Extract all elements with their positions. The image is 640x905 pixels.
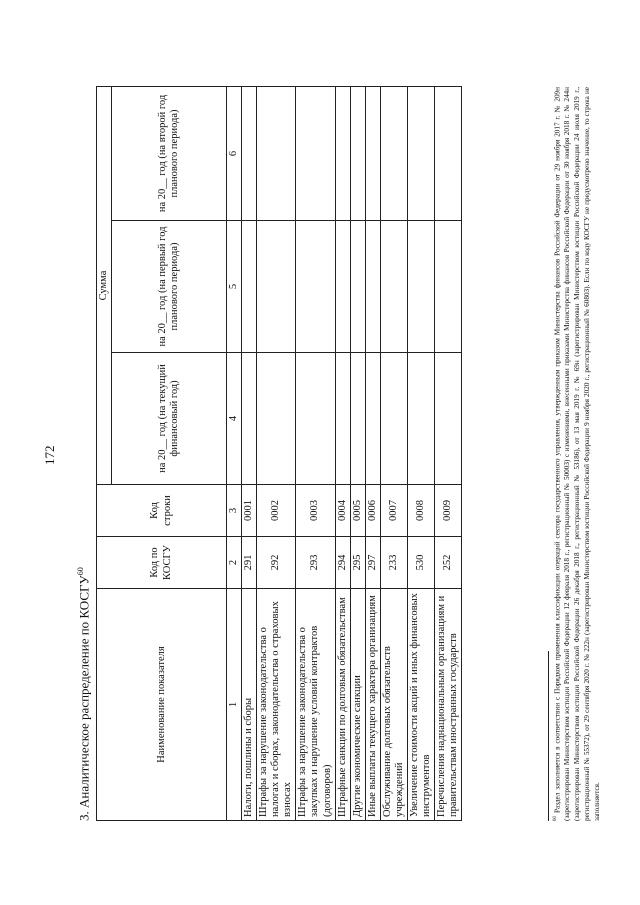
footnote-marker: 60 <box>553 816 558 821</box>
header-sum: Сумма <box>97 86 112 484</box>
row-value-first-cell <box>296 221 335 353</box>
row-code-cell: 0006 <box>365 485 380 537</box>
row-value-current-cell <box>296 353 335 485</box>
footnote-text: Раздел заполняется в соответствии с Порядком применения классификации операций сектора государственного управления, утвержденным приказом Министерства финансов Российской Федерации от 29 ноября 2017 г. № 209н (зарегистрирован Министерством юстиции Российской Федерации 12 февраля 2018 г., регистрационный № 50003) с изменениями, внесенными приказами Министерства финансов Российской Федерации от 30 ноября 2018 г. № 244н (зарегистрирован Министерством юстиции Российской Федерации 26 декабря 2018 г., регистрационный № 53186), от 13 мая 2019 г. № 69н (зарегистрирован Министерством юстиции Российской Федерации 24 июля 2019 г., регистрационный № 55372), от 29 сентября 2020 г. № 222н (зарегистрирован Министерством юстиции Российской Федерации 9 ноября 2020 г., регистрационный № 60803). Если по коду КОСГУ не предусмотрено значение, то строка не заполняется. <box>553 87 602 821</box>
table-row <box>435 86 462 820</box>
row-value-second-cell <box>296 86 335 220</box>
row-kosgu-cell: 233 <box>380 537 407 589</box>
row-value-second-cell <box>335 86 350 220</box>
row-value-current-cell <box>435 353 462 485</box>
table-row <box>257 86 296 820</box>
row-code-cell: 0002 <box>257 485 296 537</box>
row-kosgu-cell: 295 <box>350 537 365 589</box>
row-name-cell: Иные выплаты текущего характера организациям <box>365 589 380 821</box>
section-footnote-ref: 60 <box>76 567 85 576</box>
header-year-first: на 20__ год (на первый год планового периода) <box>112 221 227 353</box>
row-value-current-cell <box>365 353 380 485</box>
row-value-second-cell <box>350 86 365 220</box>
table-row <box>242 86 257 820</box>
table-header-row-1 <box>97 86 112 820</box>
row-value-current-cell <box>350 353 365 485</box>
row-code-cell: 0005 <box>350 485 365 537</box>
table-row <box>365 86 380 820</box>
row-code-cell: 0001 <box>242 485 257 537</box>
row-value-first-cell <box>380 221 407 353</box>
table-row <box>350 86 365 820</box>
section-title <box>76 567 92 821</box>
row-value-current-cell <box>257 353 296 485</box>
row-code-cell: 0003 <box>296 485 335 537</box>
column-number: 1 <box>227 589 242 821</box>
column-number: 5 <box>227 221 242 353</box>
column-number-row <box>227 86 242 820</box>
header-indicator-name: Наименование показателя <box>97 589 227 821</box>
row-kosgu-cell: 297 <box>365 537 380 589</box>
footnote <box>553 87 603 821</box>
row-name-cell: Штрафы за нарушение законодательства о закупках и нарушение условий контрактов (договоров) <box>296 589 335 821</box>
row-value-second-cell <box>407 86 434 220</box>
header-year-second: на 20__ год (на второй год планового периода) <box>112 86 227 220</box>
row-code-cell: 0004 <box>335 485 350 537</box>
row-value-second-cell <box>435 86 462 220</box>
header-kosgu-code: Код по КОСГУ <box>97 537 227 589</box>
row-value-first-cell <box>350 221 365 353</box>
footnote-divider <box>548 651 549 821</box>
row-code-cell: 0008 <box>407 485 434 537</box>
row-code-cell: 0007 <box>380 485 407 537</box>
column-number: 3 <box>227 485 242 537</box>
row-kosgu-cell: 291 <box>242 537 257 589</box>
row-value-current-cell <box>407 353 434 485</box>
row-value-first-cell <box>257 221 296 353</box>
row-value-first-cell <box>435 221 462 353</box>
row-value-first-cell <box>242 221 257 353</box>
row-value-current-cell <box>335 353 350 485</box>
table-row <box>335 86 350 820</box>
row-name-cell: Увеличение стоимости акций и иных финансовых инструментов <box>407 589 434 821</box>
row-value-second-cell <box>242 86 257 220</box>
table-row <box>407 86 434 820</box>
row-value-second-cell <box>365 86 380 220</box>
row-name-cell: Другие экономические санкции <box>350 589 365 821</box>
table-row <box>296 86 335 820</box>
section-title-text: 3. Аналитическое распределение по КОСГУ <box>76 575 92 821</box>
row-kosgu-cell: 530 <box>407 537 434 589</box>
column-number: 4 <box>227 353 242 485</box>
page-number: 172 <box>42 445 57 465</box>
column-number: 6 <box>227 86 242 220</box>
table-body <box>242 86 462 820</box>
row-name-cell: Перечисления наднациональным организациям и правительствам иностранных государств <box>435 589 462 821</box>
row-kosgu-cell: 293 <box>296 537 335 589</box>
row-value-second-cell <box>380 86 407 220</box>
row-code-cell: 0009 <box>435 485 462 537</box>
row-value-first-cell <box>365 221 380 353</box>
row-value-second-cell <box>257 86 296 220</box>
kosgu-distribution-table <box>96 86 462 821</box>
row-value-current-cell <box>380 353 407 485</box>
header-row-code: Код строки <box>97 485 227 537</box>
row-kosgu-cell: 294 <box>335 537 350 589</box>
row-name-cell: Штрафы за нарушение законодательства о налогах и сборах, законодательства о страховых взносах <box>257 589 296 821</box>
row-name-cell: Налоги, пошлины и сборы <box>242 589 257 821</box>
table-row <box>380 86 407 820</box>
row-value-current-cell <box>242 353 257 485</box>
row-kosgu-cell: 292 <box>257 537 296 589</box>
column-number: 2 <box>227 537 242 589</box>
row-name-cell: Штрафные санкции по долговым обязательствам <box>335 589 350 821</box>
row-name-cell: Обслуживание долговых обязательств учреждений <box>380 589 407 821</box>
header-year-current: на 20__ год (на текущий финансовый год) <box>112 353 227 485</box>
row-kosgu-cell: 252 <box>435 537 462 589</box>
row-value-first-cell <box>335 221 350 353</box>
row-value-first-cell <box>407 221 434 353</box>
